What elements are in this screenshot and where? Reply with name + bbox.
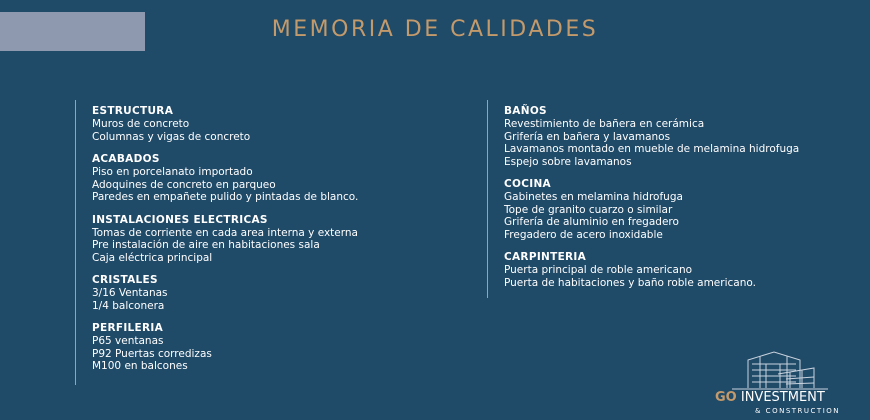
logo-name: INVESTMENT (740, 390, 825, 405)
section-heading: CRISTALES (92, 274, 158, 286)
spec-item: Fregadero de acero inoxidable (504, 228, 663, 241)
spec-item: Adoquines de concreto en parqueo (92, 178, 276, 191)
section-heading: PERFILERIA (92, 322, 164, 334)
spec-section (92, 153, 358, 204)
section-heading: INSTALACIONES ELECTRICAS (92, 213, 268, 226)
building-icon (730, 346, 830, 390)
section-heading: ACABADOS (92, 153, 160, 165)
company-logo (715, 346, 840, 418)
spec-item: Pre instalación de aire en habitaciones sala (92, 239, 320, 251)
spec-item: P65 ventanas (92, 335, 164, 347)
logo-brand: GO (715, 390, 737, 405)
spec-item: Grifería de aluminio en fregadero (504, 216, 679, 228)
spec-item: Espejo sobre lavamanos (504, 155, 632, 168)
spec-item: Lavamanos montado en mueble de melamina hidrofuga (504, 143, 800, 155)
spec-section (504, 105, 799, 168)
spec-section (92, 322, 358, 373)
spec-section (504, 251, 799, 289)
spec-item: Tope de granito cuarzo o similar (504, 203, 673, 216)
spec-item: Muros de concreto (92, 118, 190, 130)
spec-section (92, 214, 358, 265)
left-column (75, 100, 358, 385)
section-heading: ESTRUCTURA (92, 105, 174, 117)
spec-item: Puerta principal de roble americano (504, 264, 693, 276)
spec-item: Caja eléctrica principal (92, 251, 213, 264)
spec-item: Tomas de corriente en cada area interna y externa (92, 226, 358, 239)
spec-item: Revestimiento de bañera en cerámica (504, 118, 705, 130)
spec-item: P92 Puertas corredizas (92, 347, 212, 360)
spec-item: Piso en porcelanato importado (92, 166, 253, 178)
spec-item: Paredes en empañete pulido y pintadas de blanco. (92, 191, 359, 203)
section-heading: BAÑOS (504, 105, 547, 117)
spec-item: M100 en balcones (92, 360, 188, 372)
spec-section (92, 105, 358, 143)
right-column (487, 100, 799, 298)
spec-item: 1/4 balconera (92, 299, 165, 312)
spec-item: 3/16 Ventanas (92, 287, 168, 299)
spec-item: Puerta de habitaciones y baño roble americano. (504, 276, 756, 289)
logo-wordmark (715, 390, 840, 405)
logo-tagline: & CONSTRUCTION (755, 407, 840, 415)
spec-item: Grifería en bañera y lavamanos (504, 130, 671, 143)
section-heading: CARPINTERIA (504, 251, 587, 263)
spec-item: Columnas y vigas de concreto (92, 130, 251, 143)
page-title: MEMORIA DE CALIDADES (271, 17, 599, 42)
spec-section (92, 274, 358, 312)
spec-section (504, 178, 799, 241)
section-heading: COCINA (504, 178, 551, 190)
spec-item: Gabinetes en melamina hidrofuga (504, 191, 683, 203)
